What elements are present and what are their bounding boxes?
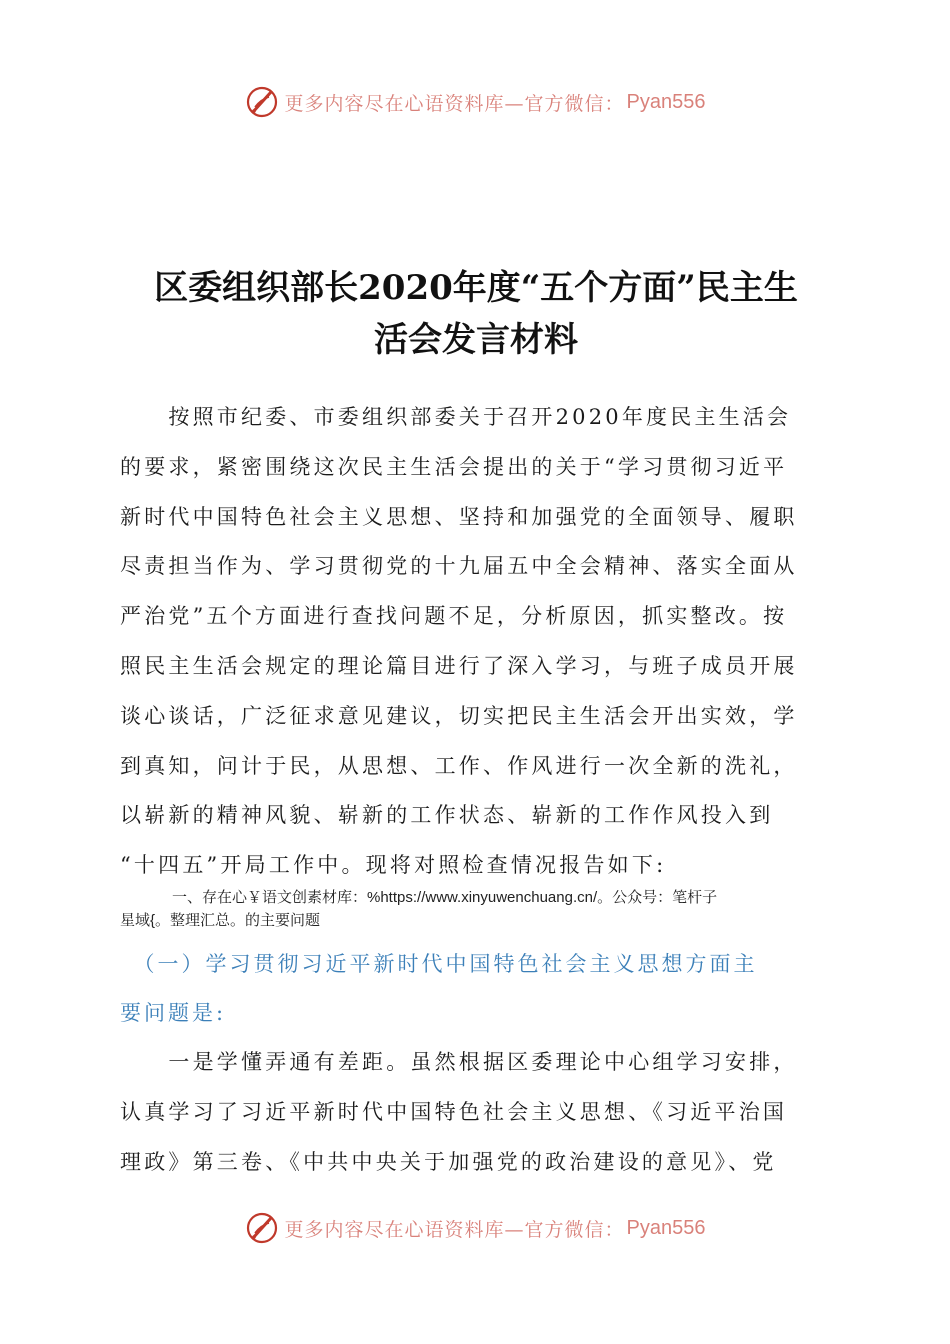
intro-line: 尽责担当作为、学习贯彻党的十九届五中全会精神、落实全面从: [120, 554, 798, 579]
section-heading-1: [120, 940, 832, 1038]
intro-line: 到真知，问计于民，从思想、工作、作风进行一次全新的洗礼，: [120, 753, 798, 778]
intro-line: “十四五”开局工作中。现将对照检查情况报告如下:: [120, 853, 667, 878]
intro-line: 严治党”五个方面进行查找问题不足，分析原因，抓实整改。按: [120, 604, 788, 629]
section-line: 一是学懂弄通有差距。虽然根据区委理论中心组学习安排，: [120, 1050, 798, 1074]
section-note: [120, 886, 832, 932]
header-watermark: [0, 82, 950, 122]
note-line-2: 星域{。整理汇总。的主要问题: [120, 912, 321, 929]
pen-circle-logo-icon: [245, 1211, 279, 1245]
intro-line: 的要求，紧密围绕这次民主生活会提出的关于“学习贯彻习近平: [120, 454, 788, 479]
section-heading-line-1: （一）学习贯彻习近平新时代中国特色社会主义思想方面主: [120, 952, 758, 976]
intro-line: 以崭新的精神风貌、崭新的工作状态、崭新的工作作风投入到: [120, 803, 774, 828]
intro-line: 按照市纪委、市委组织部委关于召开2020年度民主生活会: [120, 405, 792, 429]
watermark-text: 更多内容尽在心语资料库—官方微信：: [284, 1218, 625, 1241]
intro-line: 谈心谈话，广泛征求意见建议，切实把民主生活会开出实效，学: [120, 703, 798, 728]
pen-circle-logo-icon: [245, 85, 279, 119]
section-1-paragraph: [120, 1038, 832, 1187]
intro-paragraph: [120, 393, 832, 891]
watermark-text: 更多内容尽在心语资料库—官方微信：: [284, 92, 625, 115]
note-line-1: 一、存在心￥语文创素材库：%https://www.xinyuwenchuang.cn/。公众号：笔杆子: [172, 889, 718, 906]
intro-line: 照民主生活会规定的理论篇目进行了深入学习，与班子成员开展: [120, 653, 798, 678]
document-title: [120, 262, 832, 366]
watermark-wechat-id: Pyan556: [626, 90, 706, 113]
section-line: 理政》第三卷、《中共中央关于加强党的政治建设的意见》、党: [120, 1149, 777, 1174]
intro-line: 新时代中国特色社会主义思想、坚持和加强党的全面领导、履职: [120, 504, 798, 529]
title-line-1: 区委组织部长2020年度“五个方面”民主生: [154, 268, 798, 308]
section-line: 认真学习了习近平新时代中国特色社会主义思想、《习近平治国: [120, 1099, 788, 1124]
section-heading-line-2: 要问题是:: [120, 1001, 227, 1025]
footer-watermark: [0, 1208, 950, 1248]
watermark-wechat-id: Pyan556: [626, 1216, 706, 1239]
title-line-2: 活会发言材料: [374, 320, 578, 360]
